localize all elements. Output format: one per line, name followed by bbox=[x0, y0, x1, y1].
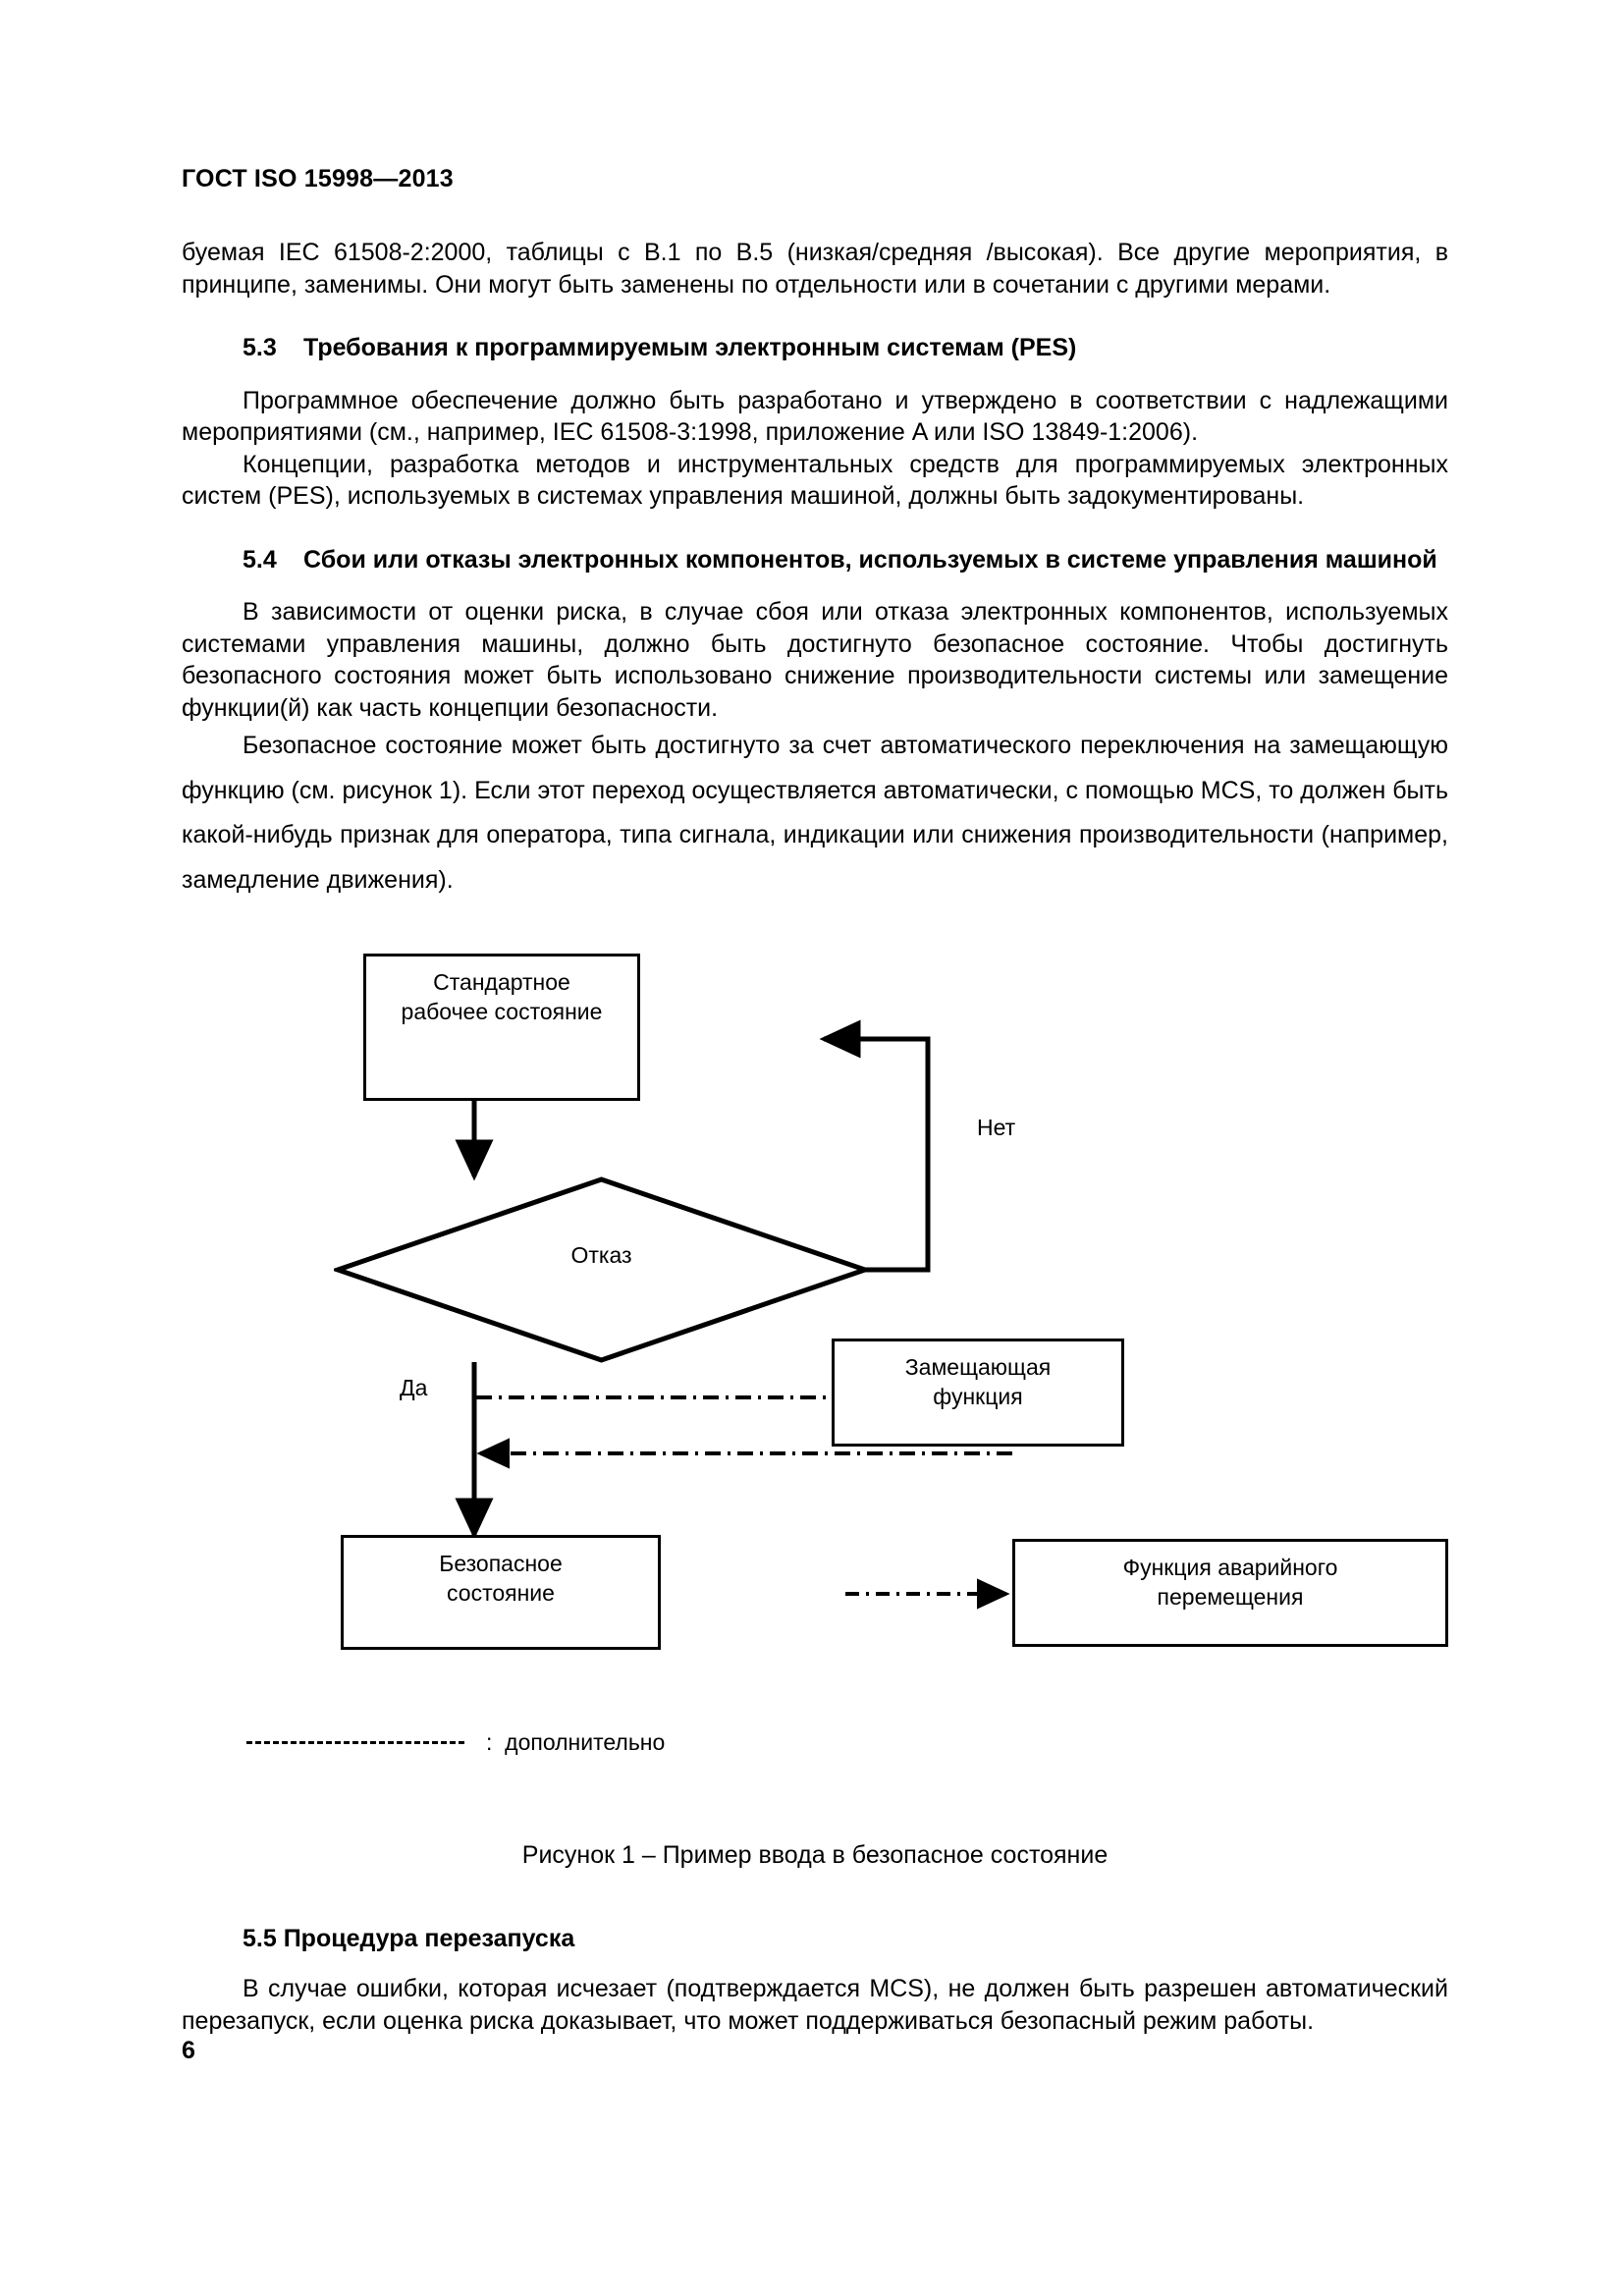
node-standard-operating-state bbox=[363, 954, 640, 1101]
node-standard-state-line-2: рабочее состояние bbox=[401, 998, 603, 1024]
figure-1-caption: Рисунок 1 – Пример ввода в безопасное состояние bbox=[521, 1841, 1109, 1869]
node-standard-operating-state-label bbox=[402, 957, 603, 1098]
node-emergency-movement-line-1: Функция аварийного bbox=[1122, 1555, 1338, 1580]
document-header: ГОСТ ISO 15998—2013 bbox=[182, 165, 454, 192]
clause-5-4-title: Сбои или отказы электронных компонентов, используемых в системе управления машиной bbox=[303, 545, 1437, 574]
edge-label-yes: Да bbox=[400, 1375, 428, 1400]
clause-5-4-paragraph-2: Безопасное состояние может быть достигнуто за счет автоматического переключения на замещающую функцию (см. рисунок 1). Если этот переход осуществляется автоматически, с помощью MCS, то должен быть какой-нибудь признак для оператора, типа сигнала, индикации или снижения производительности (например, замедление движения). bbox=[182, 732, 1448, 894]
clause-5-3-number: 5.3 bbox=[243, 334, 277, 361]
clause-5-5-paragraph-1: В случае ошибки, которая исчезает (подтверждается MCS), не должен быть разрешен автоматический перезапуск, если оценка риска доказывает, что может поддерживаться безопасный режим работы. bbox=[182, 1975, 1448, 2035]
paragraph-continued: буемая IEC 61508-2:2000, таблицы с B.1 по B.5 (низкая/средняя /высокая). Все другие мероприятия, в принципе, заменимы. Они могут быть заменены по отдельности или в сочетании с другими мерами. bbox=[182, 239, 1448, 299]
legend-text bbox=[486, 1729, 665, 1756]
clause-5-3-title: Требования к программируемым электронным системам (PES) bbox=[303, 334, 1077, 361]
node-safe-state-line-2: состояние bbox=[447, 1579, 555, 1606]
page-content bbox=[182, 0, 1448, 2037]
legend-label: дополнительно bbox=[505, 1729, 666, 1755]
legend-separator: : bbox=[486, 1729, 493, 1755]
node-safe-state-label bbox=[439, 1538, 563, 1647]
node-substitute-function-line-1: Замещающая bbox=[904, 1354, 1052, 1380]
node-safe-state-line-1: Безопасное bbox=[439, 1551, 563, 1576]
legend-dashdot-sample bbox=[246, 1741, 464, 1744]
clause-5-3-heading bbox=[182, 332, 1448, 365]
node-substitute-function-line-2: функция bbox=[933, 1383, 1023, 1409]
diamond-shape bbox=[334, 1175, 869, 1364]
node-failure-decision bbox=[334, 1175, 869, 1364]
edge-label-no: Нет bbox=[977, 1115, 1016, 1140]
clause-5-4-heading bbox=[182, 544, 1448, 577]
node-emergency-movement-function bbox=[1012, 1539, 1448, 1647]
clause-5-4-number: 5.4 bbox=[243, 545, 277, 574]
clause-5-3-paragraph-1: Программное обеспечение должно быть разработано и утверждено в соответствии с надлежащими мероприятиями (см., например, IEC 61508-3:1998, приложение A или ISO 13849-1:2006). bbox=[182, 386, 1448, 446]
page-number: 6 bbox=[182, 2037, 195, 2064]
node-safe-state bbox=[341, 1535, 661, 1650]
clause-5-4-paragraph-1: В зависимости от оценки риска, в случае сбоя или отказа электронных компонентов, используемых системами управления машины, должно быть достигнуто безопасное состояние. Чтобы достигнуть безопасного состояния может быть использовано снижение производительности системы или замещение функции(й) как часть концепции безопасности. bbox=[182, 598, 1448, 722]
node-standard-state-line-1: Стандартное bbox=[433, 969, 570, 995]
node-substitute-function bbox=[832, 1339, 1124, 1447]
node-failure-decision-label: Отказ bbox=[570, 1242, 632, 1268]
node-emergency-movement-line-2: перемещения bbox=[1157, 1583, 1304, 1610]
clause-5-3-paragraph-2: Концепции, разработка методов и инструментальных средств для программируемых электронных систем (PES), используемых в системах управления машиной, должны быть задокументированы. bbox=[182, 450, 1448, 510]
clause-5-5-heading: 5.5 Процедура перезапуска bbox=[243, 1925, 575, 1952]
figure-legend bbox=[182, 1718, 1448, 1790]
node-emergency-movement-function-label bbox=[1123, 1542, 1338, 1644]
figure-1-flowchart bbox=[182, 938, 1448, 1714]
node-substitute-function-label bbox=[905, 1341, 1051, 1444]
